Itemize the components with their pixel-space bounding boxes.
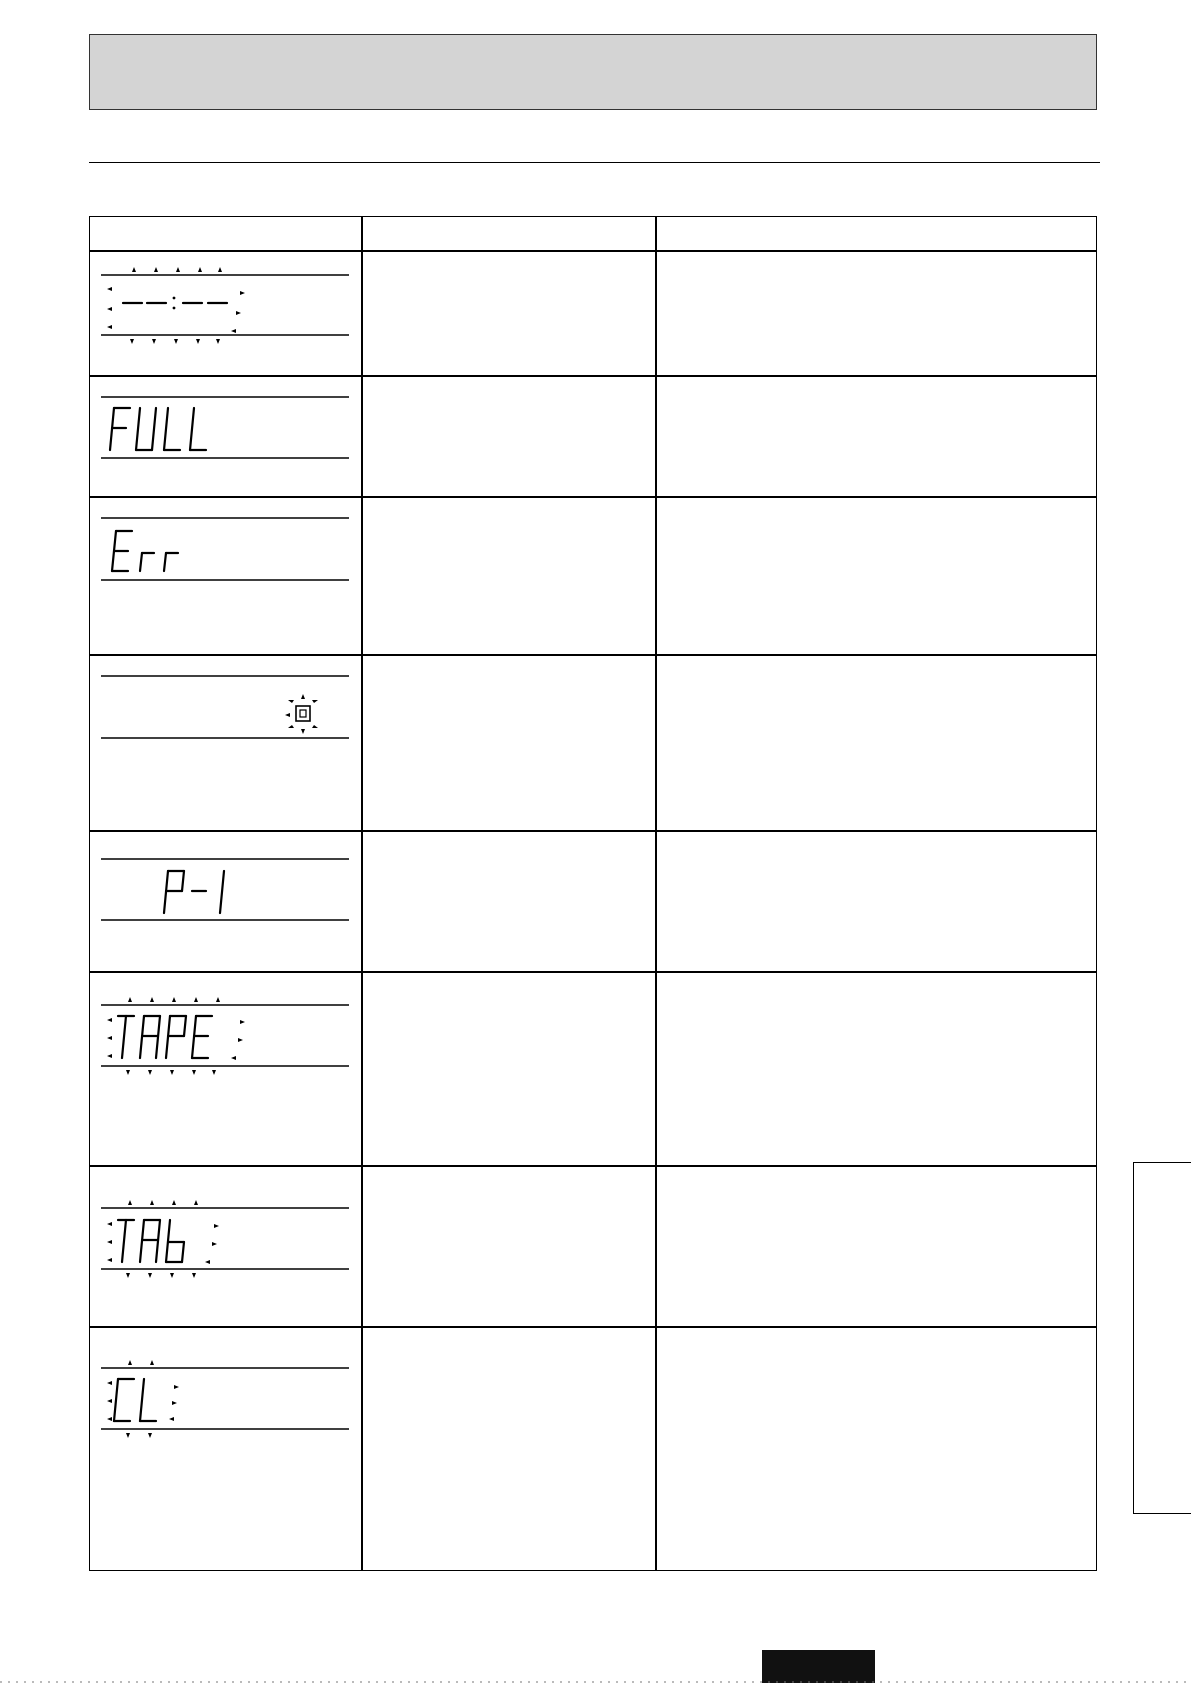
section-rule	[89, 162, 1100, 163]
lcd-display-clock	[90, 251, 360, 375]
table-row	[90, 972, 360, 1165]
table-row	[90, 376, 360, 496]
error-display-table	[89, 216, 1097, 1571]
column-header-display	[90, 217, 361, 251]
page-number-badge	[762, 1650, 875, 1683]
table-row	[90, 1327, 360, 1570]
lcd-display-full	[90, 376, 360, 496]
lcd-display-tab	[90, 1166, 360, 1326]
side-tab	[1133, 1162, 1191, 1514]
column-header-cause	[362, 217, 655, 251]
header-band	[89, 34, 1097, 110]
lcd-display-cl	[90, 1327, 360, 1570]
table-row	[90, 831, 360, 971]
column-header-remedy	[656, 217, 1096, 251]
column-divider-1	[361, 217, 363, 1570]
table-row	[90, 1166, 360, 1326]
cassette-icon	[296, 706, 310, 721]
table-row	[90, 497, 360, 654]
table-row	[90, 655, 360, 830]
lcd-display-p1	[90, 831, 360, 971]
column-divider-2	[655, 217, 657, 1570]
table-header-row	[90, 217, 1096, 251]
lcd-display-cassette	[90, 655, 360, 830]
lcd-display-tape	[90, 972, 360, 1165]
table-row	[90, 251, 360, 375]
lcd-display-err	[90, 497, 360, 654]
